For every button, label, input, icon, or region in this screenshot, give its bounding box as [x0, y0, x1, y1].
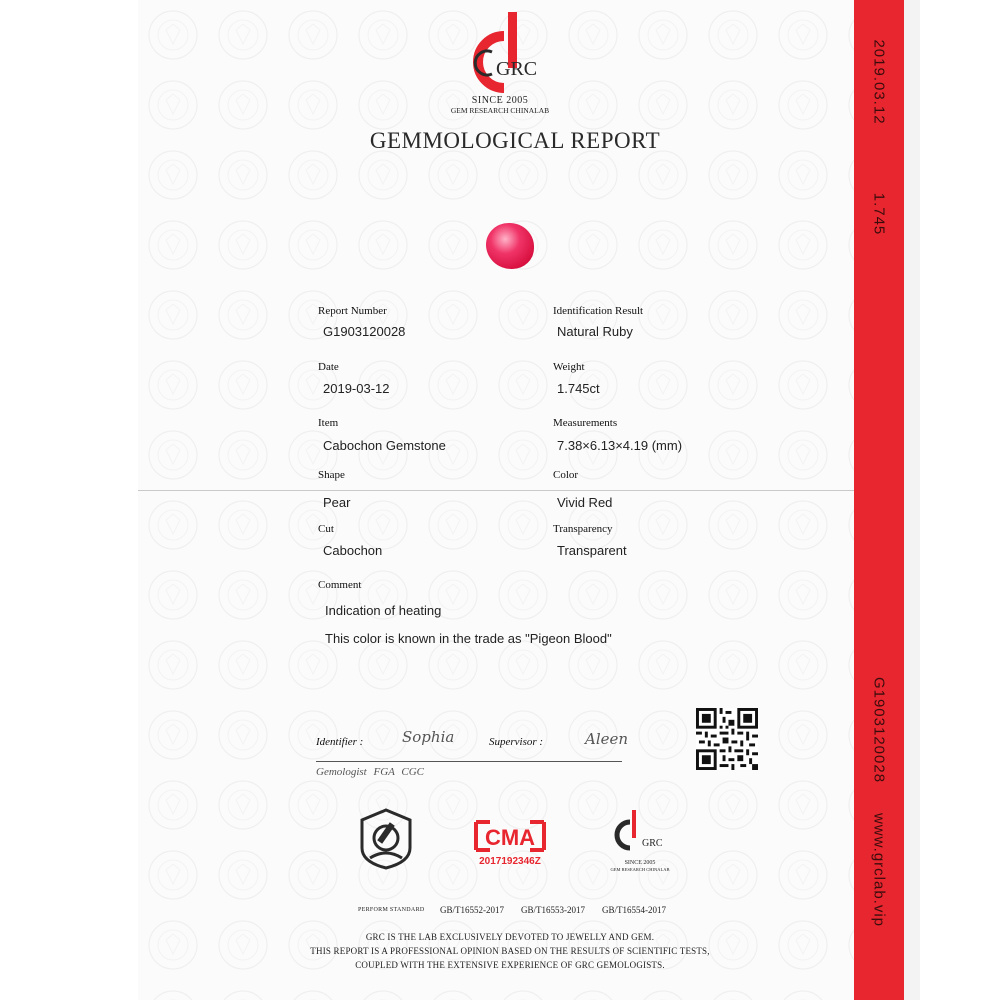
since-text: SINCE 2005 — [471, 95, 529, 106]
color-value: Vivid Red — [557, 495, 613, 510]
cma-number: 2017192346Z — [479, 856, 541, 867]
footer-line-3: COUPLED WITH THE EXTENSIVE EXPERIENCE OF GRC GEMOLOGISTS. — [355, 960, 665, 970]
cma-mark-icon — [470, 818, 550, 854]
weight-label: Weight — [553, 361, 585, 373]
transparency-value: Transparent — [557, 543, 627, 558]
color-label: Color — [553, 469, 579, 481]
measurements-value: 7.38×6.13×4.19 (mm) — [557, 438, 683, 453]
comment-line-1: Indication of heating — [325, 603, 442, 618]
report-title: GEMMOLOGICAL REPORT — [369, 128, 661, 153]
gemologist-credentials: Gemologist FGA CGC — [316, 766, 425, 778]
cut-value: Cabochon — [323, 543, 383, 558]
comment-label: Comment — [318, 579, 362, 591]
footer-line-1: GRC IS THE LAB EXCLUSIVELY DEVOTED TO JEWELLY AND GEM. — [365, 932, 655, 942]
supervisor-label: Supervisor : — [489, 736, 544, 748]
identification-result-label: Identification Result — [553, 305, 644, 317]
identifier-label: Identifier : — [316, 736, 364, 748]
comment-line-2: This color is known in the trade as "Pigeon Blood" — [325, 631, 612, 646]
transparency-label: Transparency — [553, 523, 613, 535]
accreditation-mark-icon — [358, 808, 414, 870]
identification-result-value: Natural Ruby — [557, 324, 633, 339]
grc-small-lab: GEM RESEARCH CHINALAB — [610, 867, 670, 872]
standard-1: GB/T16552-2017 — [440, 905, 504, 915]
footer-line-2: THIS REPORT IS A PROFESSIONAL OPINION BASED ON THE RESULTS OF SCIENTIFIC TESTS, — [310, 946, 710, 956]
grc-logo-icon — [458, 8, 548, 96]
gemstone-photo — [486, 223, 534, 269]
supervisor-signature: Aleen — [585, 730, 629, 748]
signature-line — [316, 761, 622, 762]
weight-value: 1.745ct — [557, 381, 600, 396]
shape-label: Shape — [318, 469, 345, 481]
band-date: 2019.03.12 — [870, 39, 888, 125]
report-number-value: G1903120028 — [323, 324, 406, 339]
item-label: Item — [318, 417, 339, 429]
grc-small-logo-icon — [610, 808, 650, 860]
lab-name: GEM RESEARCH CHINALAB — [450, 106, 550, 115]
measurements-label: Measurements — [553, 417, 618, 429]
cut-label: Cut — [318, 523, 334, 535]
grc-logo-text: GRC — [496, 58, 538, 80]
item-value: Cabochon Gemstone — [323, 438, 446, 453]
date-value: 2019-03-12 — [323, 381, 390, 396]
qr-code-icon — [696, 708, 758, 770]
cma-mark-text: CMA — [484, 825, 536, 850]
standard-3: GB/T16554-2017 — [602, 905, 666, 915]
band-report-number: G1903120028 — [870, 676, 888, 784]
fold-line — [138, 490, 856, 491]
band-weight: 1.745 — [870, 192, 888, 236]
date-label: Date — [318, 361, 339, 373]
identifier-signature: Sophia — [402, 728, 455, 746]
report-number-label: Report Number — [318, 305, 387, 317]
grc-small-logo-text: GRC — [642, 838, 663, 849]
standards-label: PERFORM STANDARD — [358, 907, 425, 913]
grc-small-since: SINCE 2005 — [624, 860, 656, 866]
band-website: www.grclab.vip — [870, 812, 888, 928]
standard-2: GB/T16553-2017 — [521, 905, 585, 915]
shape-value: Pear — [323, 495, 351, 510]
band-edge — [904, 0, 920, 1000]
